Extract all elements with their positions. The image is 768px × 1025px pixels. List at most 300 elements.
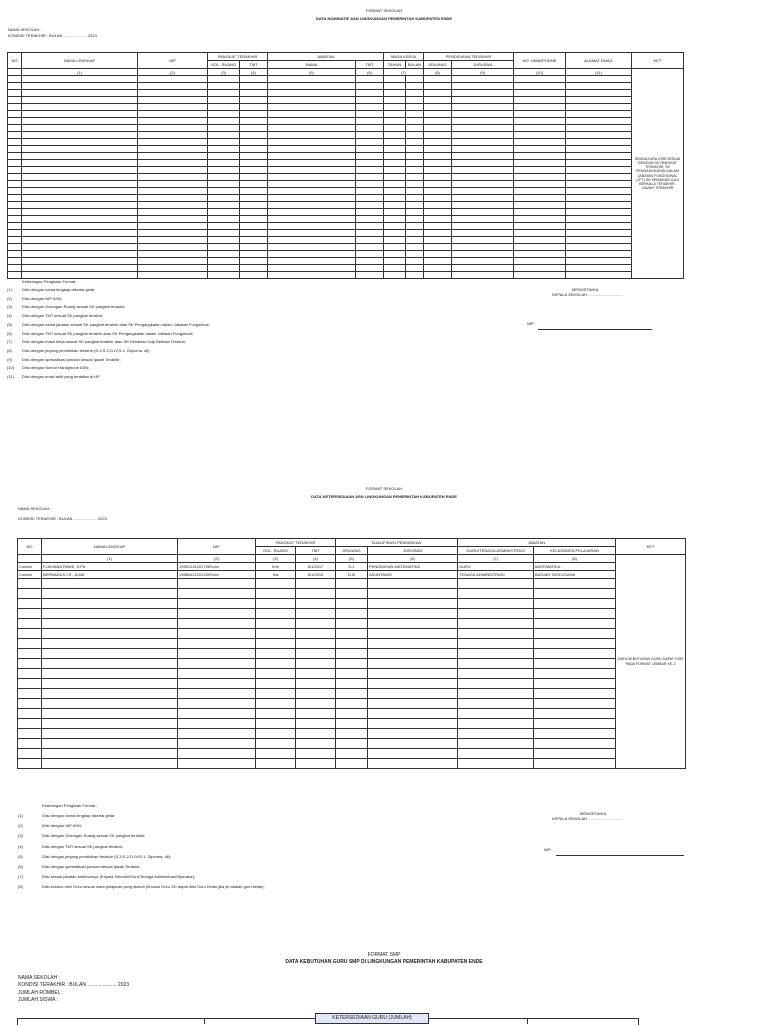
f1-empty-cell bbox=[138, 153, 208, 160]
f1-empty-cell bbox=[240, 83, 268, 90]
f1-empty-cell bbox=[566, 251, 632, 258]
f2-ex-subject: BAGIAN TATA USAHA bbox=[534, 571, 616, 579]
f2-empty-cell bbox=[458, 639, 534, 649]
f2-empty-cell bbox=[296, 629, 336, 639]
f2-empty-cell bbox=[42, 609, 178, 619]
f2-empty-cell bbox=[178, 659, 256, 669]
f1-empty-cell bbox=[208, 174, 240, 181]
f1-empty-cell bbox=[8, 132, 22, 139]
f1-empty-cell bbox=[452, 160, 514, 167]
f1-empty-cell bbox=[384, 223, 406, 230]
f1-empty-cell bbox=[208, 258, 240, 265]
f1-h-no: NO bbox=[8, 53, 22, 69]
f2-ex-major: PENDIDIKAN MATEMATIKA bbox=[368, 563, 458, 571]
note-number: (6) bbox=[7, 330, 12, 336]
f1-empty-cell bbox=[406, 111, 424, 118]
f2-empty-row bbox=[18, 689, 686, 699]
note-text: Diisi dengan nama lengkap disertai gelar; bbox=[42, 813, 116, 818]
f1-empty-cell bbox=[22, 83, 138, 90]
f2-empty-cell bbox=[42, 719, 178, 729]
f1-sign-line bbox=[538, 329, 652, 330]
f1-empty-row bbox=[8, 181, 684, 188]
f2-empty-cell bbox=[368, 639, 458, 649]
f1-empty-cell bbox=[208, 195, 240, 202]
f2-empty-cell bbox=[296, 749, 336, 759]
note-number: (7) bbox=[7, 339, 12, 345]
f2-empty-cell bbox=[368, 659, 458, 669]
f2-empty-cell bbox=[296, 699, 336, 709]
f1-empty-row bbox=[8, 118, 684, 125]
f1-empty-cell bbox=[452, 132, 514, 139]
f2-colnum-row bbox=[18, 555, 686, 563]
f2-empty-cell bbox=[336, 709, 368, 719]
f2-empty-cell bbox=[256, 759, 296, 769]
f2-empty-cell bbox=[178, 609, 256, 619]
f1-empty-row bbox=[8, 258, 684, 265]
f2-empty-cell bbox=[368, 729, 458, 739]
f2-h-rank: PANGKAT TERAKHIR bbox=[256, 539, 336, 547]
f1-empty-cell bbox=[384, 209, 406, 216]
f1-empty-cell bbox=[356, 230, 384, 237]
f2-empty-row bbox=[18, 669, 686, 679]
f2-empty-cell bbox=[178, 749, 256, 759]
f1-empty-cell bbox=[566, 153, 632, 160]
f2-sign-line bbox=[556, 855, 684, 856]
f1-empty-cell bbox=[566, 90, 632, 97]
f1-empty-cell bbox=[566, 118, 632, 125]
f2-empty-cell bbox=[256, 639, 296, 649]
f2-empty-cell bbox=[534, 609, 616, 619]
f1-empty-cell bbox=[356, 118, 384, 125]
note-text: Diisi dengan Golongan Ruang sesuai SK pangkat terakhir; bbox=[22, 304, 126, 310]
f2-ex-tmt: 8/1/2017 bbox=[296, 563, 336, 571]
f2-empty-cell bbox=[296, 609, 336, 619]
f1-empty-cell bbox=[240, 181, 268, 188]
f2-colnum-blank bbox=[18, 555, 42, 563]
f2-empty-cell bbox=[534, 669, 616, 679]
f2-empty-cell bbox=[458, 759, 534, 769]
f1-empty-cell bbox=[268, 223, 356, 230]
f2-empty-cell bbox=[336, 689, 368, 699]
f1-empty-cell bbox=[384, 76, 406, 83]
f1-empty-row bbox=[8, 216, 684, 223]
f1-empty-cell bbox=[514, 188, 566, 195]
f1-colnum: (10) bbox=[514, 69, 566, 76]
f1-empty-cell bbox=[8, 188, 22, 195]
f1-empty-cell bbox=[566, 146, 632, 153]
f2-empty-row bbox=[18, 579, 686, 589]
form2-title: DATA KETERSEDIAAN ASN LINGKUNGAN PEMERINTAH KABUPATEN ENDE bbox=[311, 494, 457, 499]
f1-h-months: BULAN bbox=[406, 61, 424, 69]
f1-empty-cell bbox=[424, 216, 452, 223]
f1-empty-cell bbox=[406, 244, 424, 251]
f1-empty-cell bbox=[268, 90, 356, 97]
f1-empty-cell bbox=[240, 223, 268, 230]
f1-empty-cell bbox=[268, 272, 356, 279]
f1-empty-cell bbox=[356, 188, 384, 195]
f1-empty-cell bbox=[452, 188, 514, 195]
f1-empty-cell bbox=[384, 139, 406, 146]
f1-empty-cell bbox=[22, 111, 138, 118]
f1-empty-row bbox=[8, 265, 684, 272]
f1-empty-cell bbox=[22, 195, 138, 202]
f2-empty-cell bbox=[336, 739, 368, 749]
f1-empty-cell bbox=[452, 153, 514, 160]
f2-empty-cell bbox=[336, 759, 368, 769]
f1-empty-cell bbox=[424, 244, 452, 251]
note-number: (2) bbox=[18, 823, 23, 829]
f2-empty-cell bbox=[458, 749, 534, 759]
f1-empty-cell bbox=[208, 139, 240, 146]
f1-empty-cell bbox=[240, 195, 268, 202]
f2-h-nip: NIP bbox=[178, 539, 256, 555]
f1-empty-cell bbox=[240, 202, 268, 209]
f1-empty-cell bbox=[268, 146, 356, 153]
f1-empty-cell bbox=[268, 265, 356, 272]
f2-empty-cell bbox=[18, 679, 42, 689]
f1-empty-row bbox=[8, 104, 684, 111]
f2-empty-cell bbox=[42, 669, 178, 679]
f2-empty-cell bbox=[42, 709, 178, 719]
f1-empty-cell bbox=[208, 237, 240, 244]
f2-empty-cell bbox=[18, 719, 42, 729]
f1-empty-cell bbox=[384, 118, 406, 125]
f1-empty-cell bbox=[356, 258, 384, 265]
f1-empty-cell bbox=[208, 76, 240, 83]
form2-format-label: FORMAT SEKOLAH bbox=[365, 486, 403, 491]
f1-empty-cell bbox=[8, 83, 22, 90]
f1-empty-cell bbox=[208, 188, 240, 195]
f1-empty-row bbox=[8, 167, 684, 174]
f1-empty-cell bbox=[208, 118, 240, 125]
f1-empty-cell bbox=[22, 153, 138, 160]
f1-empty-cell bbox=[8, 216, 22, 223]
f1-empty-cell bbox=[566, 132, 632, 139]
f2-empty-cell bbox=[256, 669, 296, 679]
f2-empty-cell bbox=[178, 699, 256, 709]
f1-empty-cell bbox=[406, 209, 424, 216]
f1-colnum: (1) bbox=[22, 69, 138, 76]
f1-empty-cell bbox=[424, 181, 452, 188]
f1-empty-cell bbox=[406, 160, 424, 167]
note-text: Diisi dengan jenjang pendidikan terakhir (S-3,S-2,D-IV/S-1, Diploma, dll); bbox=[42, 853, 171, 859]
f1-empty-row bbox=[8, 195, 684, 202]
f2-empty-cell bbox=[296, 659, 336, 669]
f1-empty-cell bbox=[452, 83, 514, 90]
f1-empty-cell bbox=[452, 202, 514, 209]
f2-empty-row bbox=[18, 749, 686, 759]
f1-empty-cell bbox=[240, 146, 268, 153]
f1-empty-cell bbox=[22, 167, 138, 174]
f1-empty-cell bbox=[384, 174, 406, 181]
f1-empty-cell bbox=[268, 76, 356, 83]
f1-empty-cell bbox=[452, 76, 514, 83]
f1-empty-cell bbox=[452, 209, 514, 216]
f1-empty-cell bbox=[566, 139, 632, 146]
f1-empty-cell bbox=[240, 209, 268, 216]
f2-empty-cell bbox=[18, 729, 42, 739]
f1-empty-cell bbox=[268, 83, 356, 90]
f1-empty-cell bbox=[406, 181, 424, 188]
note-text: Diisi dengan spesialisasi jurusan sesuai Ijazah Terakhir; bbox=[42, 864, 141, 869]
f1-empty-cell bbox=[8, 76, 22, 83]
f1-h-name: NAMA LENGKAP bbox=[22, 53, 138, 69]
f1-h-rank: PANGKAT TERAKHIR bbox=[208, 53, 268, 61]
f2-empty-row bbox=[18, 679, 686, 689]
f1-empty-cell bbox=[356, 174, 384, 181]
f1-empty-cell bbox=[424, 195, 452, 202]
f1-empty-cell bbox=[8, 111, 22, 118]
f2-empty-cell bbox=[336, 679, 368, 689]
f2-empty-cell bbox=[368, 749, 458, 759]
f2-empty-row bbox=[18, 649, 686, 659]
f2-empty-cell bbox=[18, 609, 42, 619]
f1-empty-cell bbox=[22, 209, 138, 216]
f1-empty-cell bbox=[138, 251, 208, 258]
f2-empty-cell bbox=[368, 719, 458, 729]
f1-empty-row bbox=[8, 132, 684, 139]
note-number: (4) bbox=[18, 843, 23, 849]
f2-empty-cell bbox=[42, 699, 178, 709]
f2-empty-cell bbox=[534, 749, 616, 759]
f1-empty-cell bbox=[22, 146, 138, 153]
f2-empty-cell bbox=[256, 579, 296, 589]
f1-empty-cell bbox=[268, 167, 356, 174]
f1-empty-cell bbox=[240, 258, 268, 265]
f1-empty-cell bbox=[268, 139, 356, 146]
f1-empty-cell bbox=[208, 223, 240, 230]
f2-empty-cell bbox=[534, 599, 616, 609]
f1-empty-row bbox=[8, 76, 684, 83]
f1-empty-cell bbox=[514, 216, 566, 223]
f2-h-level: JENJANG bbox=[336, 547, 368, 555]
f1-empty-cell bbox=[384, 111, 406, 118]
f1-empty-cell bbox=[424, 125, 452, 132]
f1-empty-cell bbox=[406, 272, 424, 279]
f2-empty-cell bbox=[458, 679, 534, 689]
f1-empty-cell bbox=[8, 97, 22, 104]
note-text: Diisi dengan NIP ASN; bbox=[42, 823, 82, 829]
f1-empty-cell bbox=[268, 153, 356, 160]
f1-empty-cell bbox=[138, 90, 208, 97]
f1-empty-cell bbox=[514, 223, 566, 230]
f1-empty-cell bbox=[268, 132, 356, 139]
f1-colnum: (11) bbox=[566, 69, 632, 76]
f2-empty-cell bbox=[458, 699, 534, 709]
f1-empty-cell bbox=[406, 258, 424, 265]
f1-h-major: JURUSAN bbox=[452, 61, 514, 69]
f2-notes-title: Keterangan Pengisian Format : bbox=[42, 803, 98, 808]
f1-h-phone: NO. HANDPHONE bbox=[514, 53, 566, 69]
f2-h-role: GURU/TENAGA ADMINISTRASI bbox=[458, 547, 534, 555]
f1-empty-cell bbox=[452, 139, 514, 146]
f2-empty-cell bbox=[178, 689, 256, 699]
f1-empty-cell bbox=[8, 251, 22, 258]
f1-empty-cell bbox=[406, 230, 424, 237]
note-text: Diisi dengan TMT sesuai SK pangkat terakhir atau SK Pengangkatan dalam Jabatan Fungsional; bbox=[22, 330, 194, 336]
form3-availability-header: KETERSEDIAAN GURU (JUMLAH) bbox=[315, 1013, 429, 1024]
f1-empty-cell bbox=[356, 76, 384, 83]
f2-empty-cell bbox=[336, 639, 368, 649]
f2-empty-row bbox=[18, 709, 686, 719]
f2-empty-cell bbox=[256, 679, 296, 689]
f1-empty-cell bbox=[384, 230, 406, 237]
f2-empty-cell bbox=[368, 709, 458, 719]
f2-empty-cell bbox=[42, 599, 178, 609]
f1-empty-cell bbox=[424, 209, 452, 216]
f2-empty-cell bbox=[18, 699, 42, 709]
f1-empty-cell bbox=[566, 97, 632, 104]
f2-empty-cell bbox=[296, 679, 336, 689]
f2-ex-gol: III/b bbox=[256, 563, 296, 571]
f2-empty-row bbox=[18, 619, 686, 629]
f2-empty-cell bbox=[336, 729, 368, 739]
f1-empty-cell bbox=[514, 153, 566, 160]
f1-empty-cell bbox=[240, 111, 268, 118]
f1-empty-cell bbox=[240, 265, 268, 272]
f1-empty-cell bbox=[8, 118, 22, 125]
f1-empty-cell bbox=[22, 125, 138, 132]
f1-empty-cell bbox=[566, 230, 632, 237]
f1-empty-cell bbox=[424, 118, 452, 125]
f2-empty-cell bbox=[336, 589, 368, 599]
f1-empty-cell bbox=[240, 125, 268, 132]
f1-empty-cell bbox=[566, 209, 632, 216]
f2-h-name: NAMA LENGKAP bbox=[42, 539, 178, 555]
f2-empty-cell bbox=[256, 719, 296, 729]
f2-empty-cell bbox=[368, 739, 458, 749]
f1-empty-cell bbox=[240, 188, 268, 195]
f1-empty-cell bbox=[138, 76, 208, 83]
f2-sign-head: KEPALA SEKOLAH ............................... bbox=[552, 816, 623, 821]
f1-empty-cell bbox=[268, 230, 356, 237]
f1-empty-cell bbox=[208, 167, 240, 174]
f2-ex-role: TENAGA ADMINISTRASI bbox=[458, 571, 534, 579]
f1-empty-row bbox=[8, 97, 684, 104]
f2-empty-cell bbox=[296, 649, 336, 659]
f1-empty-cell bbox=[356, 209, 384, 216]
f1-empty-cell bbox=[22, 97, 138, 104]
f1-empty-cell bbox=[406, 125, 424, 132]
f1-empty-row bbox=[8, 209, 684, 216]
f1-empty-cell bbox=[406, 153, 424, 160]
f1-empty-cell bbox=[356, 97, 384, 104]
f2-empty-cell bbox=[42, 729, 178, 739]
f1-empty-cell bbox=[208, 244, 240, 251]
f1-h-service: MASA KERJA bbox=[384, 53, 424, 61]
f1-empty-cell bbox=[406, 83, 424, 90]
f1-empty-cell bbox=[424, 146, 452, 153]
f1-empty-cell bbox=[268, 111, 356, 118]
f1-h-position: JABATAN bbox=[268, 53, 384, 61]
f1-empty-cell bbox=[138, 195, 208, 202]
f2-empty-cell bbox=[296, 619, 336, 629]
f2-empty-cell bbox=[18, 749, 42, 759]
f1-empty-cell bbox=[240, 237, 268, 244]
f2-empty-cell bbox=[534, 739, 616, 749]
f2-empty-cell bbox=[534, 619, 616, 629]
f1-empty-row bbox=[8, 90, 684, 97]
f1-empty-cell bbox=[452, 181, 514, 188]
f1-empty-cell bbox=[566, 160, 632, 167]
f1-empty-cell bbox=[22, 202, 138, 209]
f2-empty-cell bbox=[18, 619, 42, 629]
f1-empty-cell bbox=[240, 216, 268, 223]
f1-empty-cell bbox=[268, 174, 356, 181]
note-text: Diisi dengan nama lengkap disertai gelar; bbox=[22, 287, 96, 292]
f1-empty-cell bbox=[240, 97, 268, 104]
f2-empty-cell bbox=[368, 579, 458, 589]
note-number: (6) bbox=[18, 864, 23, 869]
f1-empty-row bbox=[8, 125, 684, 132]
f1-empty-cell bbox=[138, 272, 208, 279]
f1-empty-cell bbox=[406, 216, 424, 223]
f2-empty-cell bbox=[42, 759, 178, 769]
f1-empty-cell bbox=[406, 223, 424, 230]
f2-empty-row bbox=[18, 629, 686, 639]
f2-empty-row bbox=[18, 759, 686, 769]
f2-empty-cell bbox=[534, 679, 616, 689]
f2-empty-cell bbox=[42, 649, 178, 659]
f1-empty-cell bbox=[240, 167, 268, 174]
f1-empty-cell bbox=[138, 160, 208, 167]
f1-empty-cell bbox=[268, 216, 356, 223]
f1-empty-cell bbox=[566, 195, 632, 202]
f1-empty-cell bbox=[356, 139, 384, 146]
f1-empty-cell bbox=[406, 251, 424, 258]
f2-ex-tmt: 8/1/2013 bbox=[296, 571, 336, 579]
f2-h-qual: KUALIFIKASI PENDIDIKAN bbox=[336, 539, 458, 547]
f1-empty-cell bbox=[356, 244, 384, 251]
f2-ex-no: Contoh bbox=[18, 563, 42, 571]
f2-ex-nip: 19880421201309Sxxx bbox=[178, 571, 256, 579]
f2-ex-level: D-III bbox=[336, 571, 368, 579]
f2-empty-cell bbox=[18, 579, 42, 589]
f2-empty-cell bbox=[336, 669, 368, 679]
f2-empty-cell bbox=[42, 659, 178, 669]
f2-side-note: DATA KEBUTUHAN GURU DAPAT DIISI PADA FORMAT LEMBAR KE-2 bbox=[616, 555, 686, 769]
f1-h-years: TAHUN bbox=[384, 61, 406, 69]
f2-empty-row bbox=[18, 599, 686, 609]
f2-ex-major: AKUNTANSI bbox=[368, 571, 458, 579]
f2-empty-cell bbox=[368, 669, 458, 679]
f2-empty-cell bbox=[18, 629, 42, 639]
f1-colnum: (4) bbox=[240, 69, 268, 76]
f1-empty-cell bbox=[356, 216, 384, 223]
f1-empty-cell bbox=[514, 251, 566, 258]
f1-empty-cell bbox=[406, 132, 424, 139]
f2-empty-cell bbox=[296, 669, 336, 679]
f2-empty-cell bbox=[368, 649, 458, 659]
f1-empty-cell bbox=[8, 209, 22, 216]
f1-empty-row bbox=[8, 202, 684, 209]
f1-empty-cell bbox=[22, 216, 138, 223]
f1-empty-cell bbox=[268, 244, 356, 251]
f1-empty-cell bbox=[22, 251, 138, 258]
f1-empty-cell bbox=[22, 104, 138, 111]
form2-condition-label: KONDISI TERAKHIR : BULAN ..................... 2023 bbox=[18, 516, 107, 521]
f1-empty-cell bbox=[356, 132, 384, 139]
f1-empty-cell bbox=[268, 97, 356, 104]
f2-empty-cell bbox=[336, 629, 368, 639]
f1-empty-cell bbox=[452, 118, 514, 125]
f2-empty-cell bbox=[458, 619, 534, 629]
f1-empty-cell bbox=[384, 265, 406, 272]
f2-empty-cell bbox=[336, 719, 368, 729]
f1-empty-cell bbox=[384, 272, 406, 279]
f1-empty-cell bbox=[22, 188, 138, 195]
f2-ex-nip: 19901231201706Sxxx bbox=[178, 563, 256, 571]
